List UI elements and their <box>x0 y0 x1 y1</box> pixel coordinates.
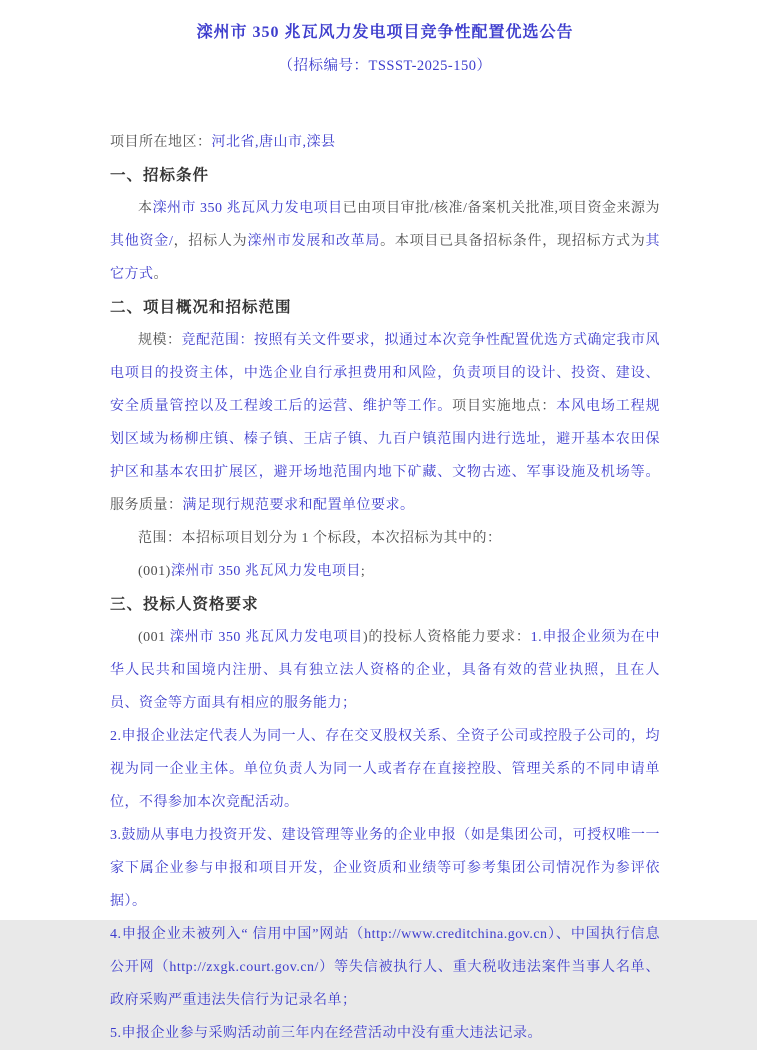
text-segment: 本 <box>138 201 153 216</box>
qualification-item-3-paragraph <box>110 819 660 918</box>
text-segment: (001) <box>138 564 171 579</box>
project-location-line <box>110 126 660 159</box>
text-segment: 项目实施地点： <box>452 399 557 414</box>
text-segment: 滦州市发展和改革局 <box>247 234 381 249</box>
text-segment: 满足现行规范要求和配置单位要求。 <box>182 498 415 513</box>
text-segment: 5.申报企业参与采购活动前三年内在经营活动中没有重大违法记录。 <box>110 1026 542 1041</box>
section1-paragraph <box>110 192 660 291</box>
text-segment: 4.申报企业未被列入“ 信用中国”网站（http://www.creditchina.gov.cn）、中国执行信息公开网（http://zxgk.court.gov.cn/）等失信被执行人、重大税收违法案件当事人名单、政府采购严重违法失信行为记录名单； <box>110 927 660 1008</box>
text-segment: 其他资金/ <box>110 234 174 249</box>
text-segment: 。 <box>153 267 168 282</box>
text-segment: 范围：本招标项目划分为 1 个标段，本次招标为其中的： <box>138 531 502 546</box>
section2-lot-001-paragraph <box>110 555 660 588</box>
text-segment: 滦州市 350 兆瓦风力发电项目 <box>170 564 361 579</box>
text-segment: 。本项目已具备招标条件，现招标方式为 <box>380 234 646 249</box>
section2-lot-count-paragraph <box>110 522 660 555</box>
section-heading-1: 一、招标条件 <box>110 167 210 184</box>
qualification-item-5-paragraph <box>110 1017 660 1050</box>
doc-subtitle-tender-number: （招标编号：TSSST-2025-150） <box>278 58 492 74</box>
text-segment: ，招标人为 <box>173 234 248 249</box>
qualification-item-1-paragraph <box>110 621 660 720</box>
text-segment: 规模： <box>138 333 182 348</box>
doc-title: 滦州市 350 兆瓦风力发电项目竞争性配置优选公告 <box>196 24 574 41</box>
text-segment: 竞配范围：按照有关文件要求，拟通过本次竞争性配置优选方式确定我市风电项目的投资主体，中选企业自行承担费用和风险，负责项目的设计、投资、建设、安全质量管控以及工程竣工后的运营、维护等工作。 <box>110 333 660 414</box>
location-label: 项目所在地区： <box>110 135 212 150</box>
text-segment: ; <box>360 564 366 579</box>
section2-scope-paragraph <box>110 324 660 522</box>
text-segment: 滦州市 350 兆瓦风力发电项目 <box>152 201 343 216</box>
text-segment: 2.申报企业法定代表人为同一人、存在交叉股权关系、全资子公司或控股子公司的，均视为同一企业主体。单位负责人为同一人或者存在直接控股、管理关系的不同申请单位，不得参加本次竞配活动。 <box>110 729 660 810</box>
text-segment: (001 <box>138 630 170 645</box>
text-segment: 滦州市 350 兆瓦风力发电项目 <box>169 630 364 645</box>
text-segment: 1.申报企业须为在中华人民共和国境内注册、具有独立法人资格的企业，具备有效的营业执照，且在人员、资金等方面具有相应的服务能力； <box>110 630 660 711</box>
qualification-item-2-paragraph <box>110 720 660 819</box>
qualification-item-4-paragraph <box>110 918 660 1017</box>
location-value: 河北省,唐山市,滦县 <box>211 135 336 150</box>
section-heading-2: 二、项目概况和招标范围 <box>110 299 292 316</box>
text-segment: 服务质量： <box>110 498 183 513</box>
text-segment: 已由项目审批/核准/备案机关批准,项目资金来源为 <box>342 201 661 216</box>
text-segment: )的投标人资格能力要求： <box>363 630 531 645</box>
text-segment: 其它方式 <box>110 234 661 282</box>
text-segment: 3.鼓励从事电力投资开发、建设管理等业务的企业申报（如是集团公司，可授权唯一一家下属企业参与申报和项目开发，企业资质和业绩等可参考集团公司情况作为参评依据）。 <box>110 828 660 909</box>
text-segment: 本风电场工程规划区域为杨柳庄镇、榛子镇、王店子镇、九百户镇范围内进行选址，避开基本农田保护区和基本农田扩展区，避开场地范围内地下矿藏、文物古迹、军事设施及机场等。 <box>110 399 660 480</box>
section-heading-3: 三、投标人资格要求 <box>110 596 259 613</box>
